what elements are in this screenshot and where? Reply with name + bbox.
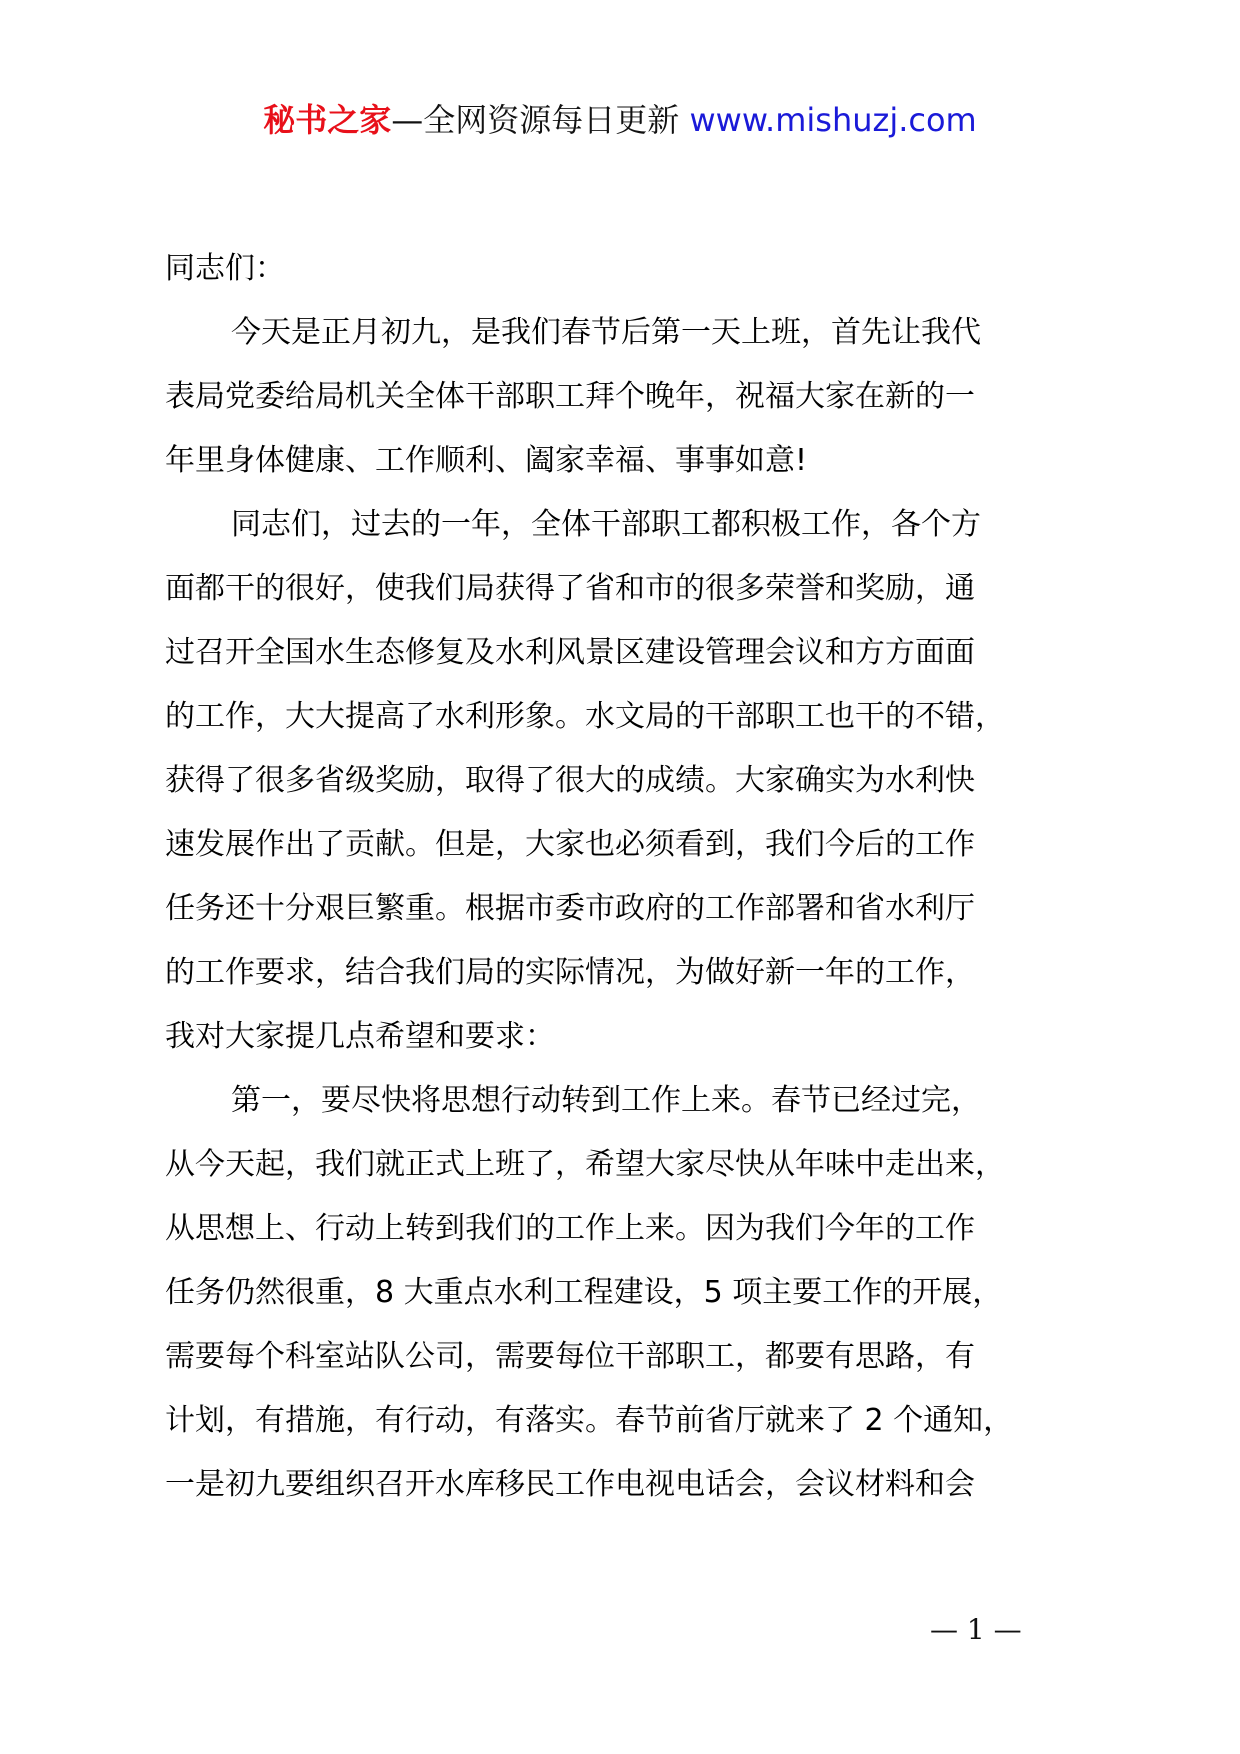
text-line: 速发展作出了贡献。但是，大家也必须看到，我们今后的工作 — [165, 827, 975, 862]
text-line: 我对大家提几点希望和要求： — [165, 1019, 555, 1054]
header-tagline: —全网资源每日更新 — [391, 101, 680, 139]
site-url-link[interactable]: www.mishuzj.com — [689, 101, 977, 139]
page-number: — 1 — — [930, 1613, 1022, 1646]
brand-name: 秘书之家 — [263, 101, 392, 139]
text-line: 的工作要求，结合我们局的实际情况，为做好新一年的工作， — [165, 955, 975, 990]
text-line: 获得了很多省级奖励，取得了很大的成绩。大家确实为水利快 — [165, 763, 975, 798]
text-line: 从思想上、行动上转到我们的工作上来。因为我们今年的工作 — [165, 1211, 975, 1246]
text-line: 任务还十分艰巨繁重。根据市委市政府的工作部署和省水利厅 — [165, 891, 975, 926]
text-line: 一是初九要组织召开水库移民工作电视电话会，会议材料和会 — [165, 1467, 975, 1502]
text-line: 年里身体健康、工作顺利、阖家幸福、事事如意! — [165, 443, 808, 478]
text-line: 第一，要尽快将思想行动转到工作上来。春节已经过完， — [231, 1083, 981, 1118]
text-line: 表局党委给局机关全体干部职工拜个晚年，祝福大家在新的一 — [165, 379, 975, 414]
text-line: 面都干的很好，使我们局获得了省和市的很多荣誉和奖励，通 — [165, 571, 975, 606]
text-line: 今天是正月初九，是我们春节后第一天上班，首先让我代 — [231, 315, 981, 350]
paragraph-1 — [165, 301, 1125, 493]
paragraph-2 — [165, 493, 1125, 1069]
text-line: 过召开全国水生态修复及水利风景区建设管理会议和方方面面 — [165, 635, 975, 670]
paragraph-3 — [165, 1069, 1125, 1517]
text-line: 任务仍然很重，8 大重点水利工程建设，5 项主要工作的开展， — [165, 1275, 1003, 1310]
text-line: 的工作，大大提高了水利形象。水文局的干部职工也干的不错， — [165, 699, 1005, 734]
document-body — [165, 237, 1125, 1517]
text-line: 计划，有措施，有行动，有落实。春节前省厅就来了 2 个通知， — [165, 1403, 1014, 1438]
salutation: 同志们： — [165, 251, 285, 286]
text-line: 同志们，过去的一年，全体干部职工都积极工作，各个方 — [231, 507, 981, 542]
text-line: 从今天起，我们就正式上班了，希望大家尽快从年味中走出来， — [165, 1147, 1005, 1182]
site-header — [0, 100, 1240, 140]
text-line: 需要每个科室站队公司，需要每位干部职工，都要有思路，有 — [165, 1339, 975, 1374]
